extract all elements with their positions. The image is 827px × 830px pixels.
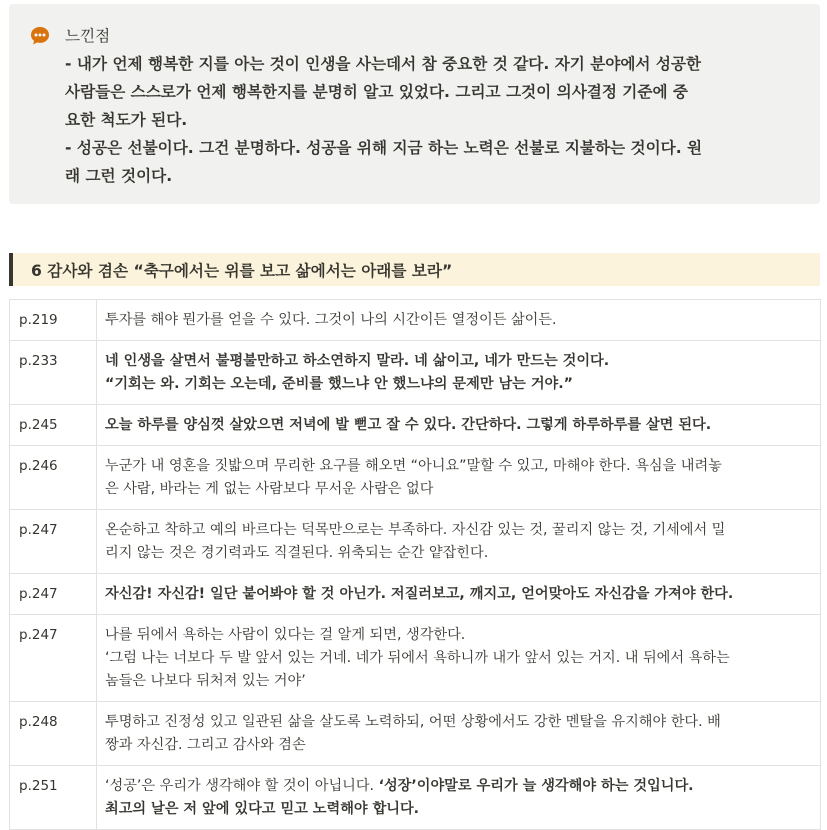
callout-line: 래 그런 것이다. <box>65 167 173 185</box>
quote-line <box>105 455 812 478</box>
table-row <box>10 702 821 766</box>
quote-text-segment: 짱과 자신감. 그리고 감사와 겸손 <box>105 737 306 753</box>
table-row <box>10 615 821 702</box>
quote-text-segment: 네 인생을 살면서 불평불만하고 하소연하지 말라. 네 삶이고, 네가 만드는 것이다. <box>105 353 610 369</box>
quote-text-segment: ‘성공’은 우리가 생각해야 할 것이 아닙니다. <box>105 778 379 794</box>
quote-text-segment: ‘성장’이야말로 우리가 늘 생각해야 하는 것입니다. <box>378 778 694 794</box>
quote-line <box>105 775 812 798</box>
table-row <box>10 300 821 341</box>
quote-text-segment: 나를 뒤에서 욕하는 사람이 있다는 걸 알게 되면, 생각한다. <box>105 627 466 643</box>
table-row <box>10 510 821 574</box>
quote-line <box>105 414 812 437</box>
quote-line <box>105 519 812 542</box>
quote-line <box>105 478 812 501</box>
quote-text-segment: 투자를 해야 뭔가를 얻을 수 있다. 그것이 나의 시간이든 열정이든 삶이든. <box>105 312 557 328</box>
callout-block <box>9 4 820 204</box>
quote-line <box>105 583 812 606</box>
quote-text-cell <box>97 341 821 405</box>
quote-line <box>105 734 812 757</box>
callout-line: - 내가 언제 행복한 지를 아는 것이 인생을 사는데서 참 중요한 것 같다. 자기 분야에서 성공한 <box>65 55 702 73</box>
page-number-cell: p.251 <box>10 766 97 830</box>
quote-text-cell <box>97 766 821 830</box>
callout-title: 느낀점 <box>65 27 111 45</box>
section-heading: 6 감사와 겸손 “축구에서는 위를 보고 삶에서는 아래를 보라” <box>9 253 820 286</box>
quote-line <box>105 647 812 670</box>
callout-icon-wrap <box>29 22 59 204</box>
quote-text-segment: 은 사람, 바라는 게 없는 사람보다 무서운 사람은 없다 <box>105 481 434 497</box>
quote-text-segment: 누군가 내 영혼을 짓밟으며 무리한 요구를 해오면 “아니요”말할 수 있고, 마해야 한다. 욕심을 내려놓 <box>105 458 722 474</box>
quote-text-cell <box>97 510 821 574</box>
speech-bubble-icon <box>29 25 51 47</box>
quotes-table <box>9 299 821 830</box>
page-number-cell: p.248 <box>10 702 97 766</box>
table-row <box>10 405 821 446</box>
page-number-cell: p.233 <box>10 341 97 405</box>
quote-text-cell <box>97 300 821 341</box>
callout-line: 요한 척도가 된다. <box>65 111 188 129</box>
quote-text-segment: ‘그럼 나는 너보다 두 발 앞서 있는 거네. 네가 뒤에서 욕하니까 내가 앞서 있는 거지. 내 뒤에서 욕하는 <box>105 650 730 666</box>
quote-text-cell <box>97 702 821 766</box>
quote-text-segment: 리지 않는 것은 경기력과도 직결된다. 위축되는 순간 얕잡힌다. <box>105 545 489 561</box>
quote-line <box>105 542 812 565</box>
callout-body <box>59 22 800 204</box>
quote-line <box>105 309 812 332</box>
quote-text-segment: “기회는 와. 기회는 오는데, 준비를 했느냐 안 했느냐의 문제만 남는 거야.” <box>105 376 573 392</box>
page-number-cell: p.247 <box>10 510 97 574</box>
table-row <box>10 574 821 615</box>
page-number-cell: p.247 <box>10 574 97 615</box>
table-row <box>10 341 821 405</box>
page-number-cell: p.246 <box>10 446 97 510</box>
quote-text-segment: 최고의 날은 저 앞에 있다고 믿고 노력해야 합니다. <box>105 801 420 817</box>
callout-line: 사람들은 스스로가 언제 행복한지를 분명히 알고 있었다. 그리고 그것이 의사결정 기준에 중 <box>65 83 688 101</box>
page-number-cell: p.247 <box>10 615 97 702</box>
quote-line <box>105 798 812 821</box>
quote-line <box>105 624 812 647</box>
quote-text-cell <box>97 446 821 510</box>
quote-text-cell <box>97 405 821 446</box>
quote-text-segment: 자신감! 자신감! 일단 붙어봐야 할 것 아닌가. 저질러보고, 깨지고, 얻어맞아도 자신감을 가져야 한다. <box>105 586 734 602</box>
quote-text-segment: 오늘 하루를 양심껏 살았으면 저녁에 발 뻗고 잘 수 있다. 간단하다. 그렇게 하루하루를 살면 된다. <box>105 417 712 433</box>
quote-text-segment: 놈들은 나보다 뒤처져 있는 거야’ <box>105 673 306 689</box>
quote-line <box>105 670 812 693</box>
callout-line: - 성공은 선불이다. 그건 분명하다. 성공을 위해 지금 하는 노력은 선불로 지불하는 것이다. 원 <box>65 139 703 157</box>
quote-text-cell <box>97 615 821 702</box>
page-number-cell: p.219 <box>10 300 97 341</box>
quote-line <box>105 350 812 373</box>
table-row <box>10 766 821 830</box>
quote-text-segment: 온순하고 착하고 예의 바르다는 덕목만으로는 부족하다. 자신감 있는 것, 꿀리지 않는 것, 기세에서 밀 <box>105 522 726 538</box>
page-number-cell: p.245 <box>10 405 97 446</box>
quote-line <box>105 373 812 396</box>
quote-line <box>105 711 812 734</box>
quote-text-segment: 투명하고 진정성 있고 일관된 삶을 살도록 노력하되, 어떤 상황에서도 강한 멘탈을 유지해야 한다. 배 <box>105 714 721 730</box>
quotes-table-body <box>10 300 821 830</box>
quote-text-cell <box>97 574 821 615</box>
table-row <box>10 446 821 510</box>
